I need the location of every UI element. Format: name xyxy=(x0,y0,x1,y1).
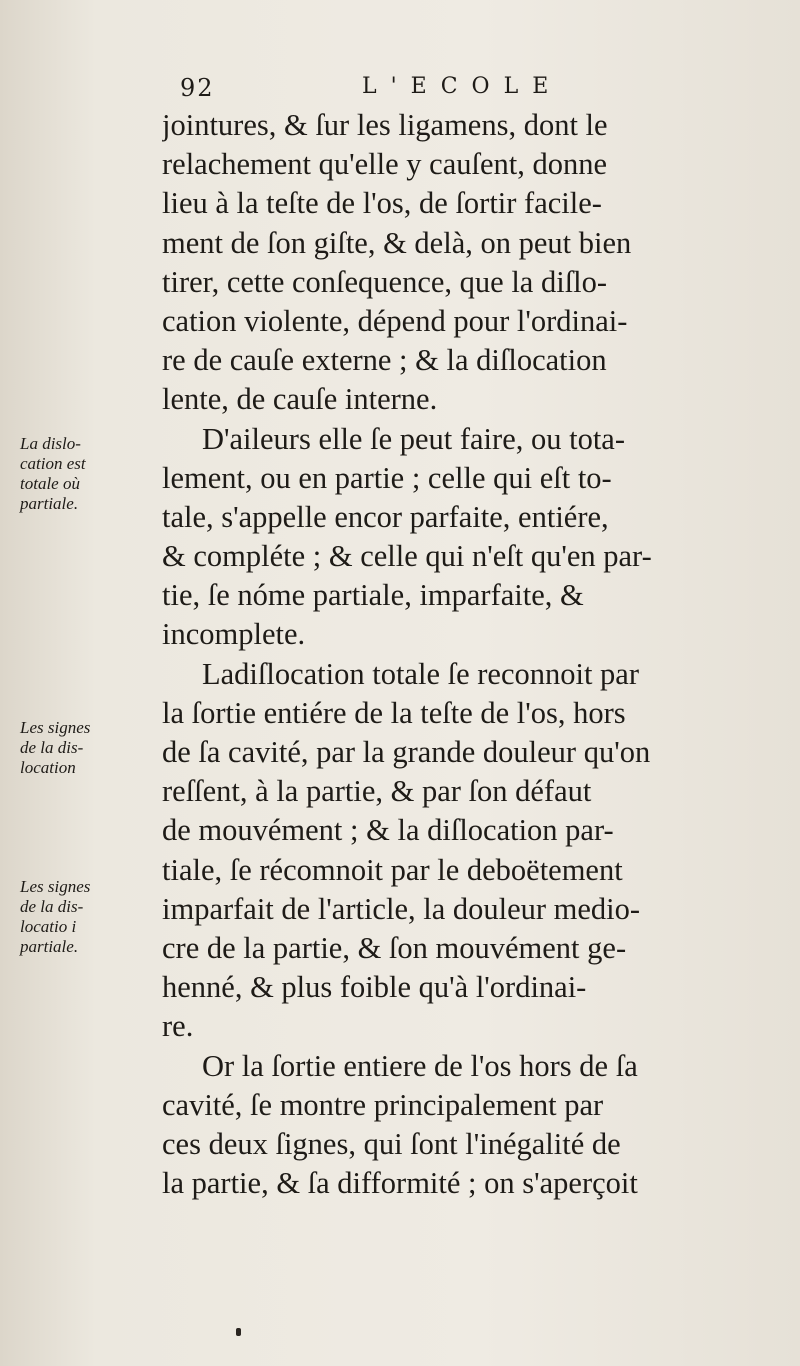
text-line: tale, s'appelle encor parfaite, entiére, xyxy=(162,499,609,534)
text-line: lement, ou en partie ; celle qui eſt to- xyxy=(162,460,612,495)
text-line: incomplete. xyxy=(162,617,306,652)
text-line: la ſortie entiére de la teſte de l'os, hors xyxy=(162,695,626,730)
running-head: L'ECOLE xyxy=(362,74,563,99)
text-line: re. xyxy=(162,1009,194,1044)
text-line: henné, & plus foible qu'à l'ordinai- xyxy=(162,970,587,1005)
text-line: & compléte ; & celle qui n'eſt qu'en par- xyxy=(162,539,652,574)
margin-note-dislocation-type: La dislo- cation est totale où partiale. xyxy=(20,434,86,513)
text-line: D'aileurs elle ſe peut faire, ou tota- xyxy=(202,421,625,456)
text-line: de ſa cavité, par la grande douleur qu'on xyxy=(162,735,651,769)
text-line: imparfait de l'article, la douleur medio- xyxy=(162,891,641,926)
margin-note-signs: Les signes de la dis- location xyxy=(20,718,91,777)
text-line: Ladiſlocation totale ſe reconnoit par xyxy=(202,656,639,691)
text-line: tie, ſe nóme partiale, imparfaite, & xyxy=(162,578,584,613)
text-line: reſſent, à la partie, & par ſon défaut xyxy=(162,774,592,809)
text-line: cre de la partie, & ſon mouvément ge- xyxy=(162,930,627,965)
text-line: la partie, & ſa difformité ; on s'aperçoit xyxy=(162,1166,638,1201)
text-line: jointures, & ſur les ligamens, dont le xyxy=(162,108,608,142)
text-line: ment de ſon giſte, & delà, on peut bien xyxy=(162,225,632,260)
text-line: de mouvément ; & la diſlocation par- xyxy=(162,813,614,848)
text-line: relachement qu'elle y cauſent, donne xyxy=(162,147,608,182)
text-line: re de cauſe externe ; & la diſlocation xyxy=(162,343,607,378)
page-number: 92 xyxy=(180,74,215,102)
text-line: tirer, cette conſequence, que la diſlo- xyxy=(162,264,608,299)
text-line: cation violente, dépend pour l'ordinai- xyxy=(162,303,628,338)
text-line: tiale, ſe récomnoit par le deboëtement xyxy=(162,852,623,887)
margin-note-partial-signs: Les signes de la dis- locatio i partiale. xyxy=(20,877,91,956)
text-line: cavité, ſe montre principalement par xyxy=(162,1087,604,1122)
ink-speck xyxy=(236,1328,241,1336)
body-text xyxy=(162,106,774,1203)
text-line: lieu à la teſte de l'os, de ſortir facile- xyxy=(162,186,602,221)
text-line: lente, de cauſe interne. xyxy=(162,382,438,417)
text-line: ces deux ſignes, qui ſont l'inégalité de xyxy=(162,1126,621,1161)
text-line: Or la ſortie entiere de l'os hors de ſa xyxy=(202,1048,638,1083)
